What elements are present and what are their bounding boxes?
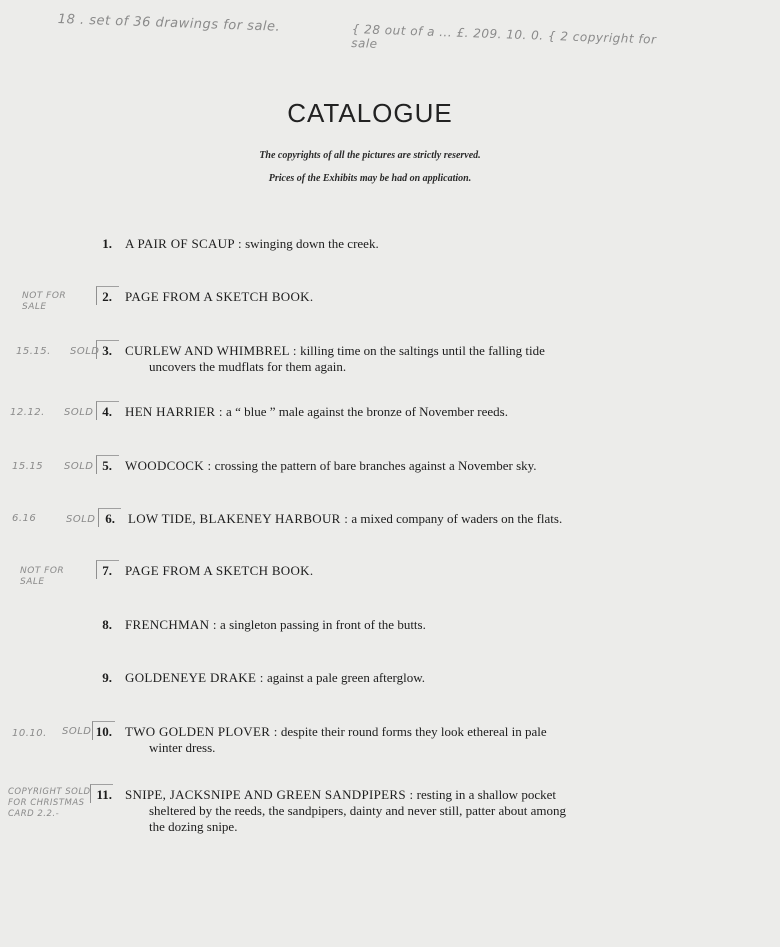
entry-title: GOLDENEYE DRAKE : [125,670,264,685]
entry-text [125,236,645,252]
entry-status-note: NOT FOR SALE [20,566,65,587]
copyright-note: The copyrights of all the pictures are strictly reserved. [259,150,481,161]
handwritten-note-top-left: 18 . set of 36 drawings for sale. [57,12,281,35]
entry-number: 1. [102,236,112,251]
entry-description: despite their round forms they look ethereal in pale [280,724,547,739]
entry-number: 5. [102,458,112,473]
entry-description: a singleton passing in front of the butts. [220,617,426,632]
entry-status-note: SOLD [70,346,100,357]
entry-number: 3. [102,343,112,358]
entry-title: A PAIR OF SCAUP : [125,236,242,251]
entry-price-note: 15.15. [16,346,51,357]
entry-text [125,289,645,305]
entry-number: 10. [95,724,112,739]
entry-description: against a pale green afterglow. [266,670,426,685]
entry-number: 8. [102,617,112,632]
entry-status-note: SOLD [66,514,96,525]
entry-number: 7. [102,563,112,578]
entry-text [125,458,645,474]
entry-description: a mixed company of waders on the flats. [351,511,563,526]
entry-description-cont: uncovers the mudflats for them again. [149,359,347,374]
entry-description: killing time on the saltings until the falling tide [300,343,545,358]
entry-status-note: SOLD [62,726,92,737]
entry-status-note: NOT FOR SALE [22,291,67,312]
entry-description: a “ blue ” male against the bronze of November reeds. [226,404,508,419]
entry-number: 4. [102,404,112,419]
entry-price-note: 10.10. [12,728,47,739]
entry-description: crossing the pattern of bare branches against a November sky. [214,458,537,473]
entry-status-note: COPYRIGHT SOLD FOR CHRISTMAS CARD 2.2.- [8,787,91,819]
entry-status-note: SOLD [64,461,94,472]
entry-title: WOODCOCK : [125,458,212,473]
entry-number: 9. [102,670,112,685]
entry-status-note: SOLD [64,407,94,418]
entry-description-cont: the dozing snipe. [149,819,238,834]
handwritten-note-top-right: { 28 out of a ... £. 209. 10. 0. { 2 copyright for sale [351,22,657,51]
entry-description: swinging down the creek. [245,236,379,251]
entry-number: 11. [96,787,112,802]
entry-text [125,343,645,375]
entry-text [125,563,645,579]
entry-title: TWO GOLDEN PLOVER : [125,724,278,739]
entry-title: SNIPE, JACKSNIPE AND GREEN SANDPIPERS : [125,787,414,802]
entry-number: 2. [102,289,112,304]
entry-price-note: 15.15 [12,461,44,472]
entry-text [125,404,645,420]
entry-text [125,670,645,686]
entry-text [125,724,645,756]
entry-title: PAGE FROM A SKETCH BOOK. [125,563,314,578]
entry-text [125,617,645,633]
page-title: CATALOGUE [287,98,453,128]
entry-description-cont: sheltered by the reeds, the sandpipers, dainty and never still, patter about among [149,803,566,818]
prices-note: Prices of the Exhibits may be had on application. [268,173,472,184]
entry-title: HEN HARRIER : [125,404,223,419]
entry-price-note: 12.12. [10,407,45,418]
entry-number: 6. [105,511,115,526]
entry-title: FRENCHMAN : [125,617,217,632]
entry-title: LOW TIDE, BLAKENEY HARBOUR : [128,511,349,526]
entry-text [125,787,645,835]
entry-description-cont: winter dress. [149,740,216,755]
entry-title: CURLEW AND WHIMBREL : [125,343,297,358]
entry-title: PAGE FROM A SKETCH BOOK. [125,289,314,304]
entry-text [128,511,648,527]
entry-price-note: 6.16 [12,513,37,524]
entry-description: resting in a shallow pocket [416,787,556,802]
